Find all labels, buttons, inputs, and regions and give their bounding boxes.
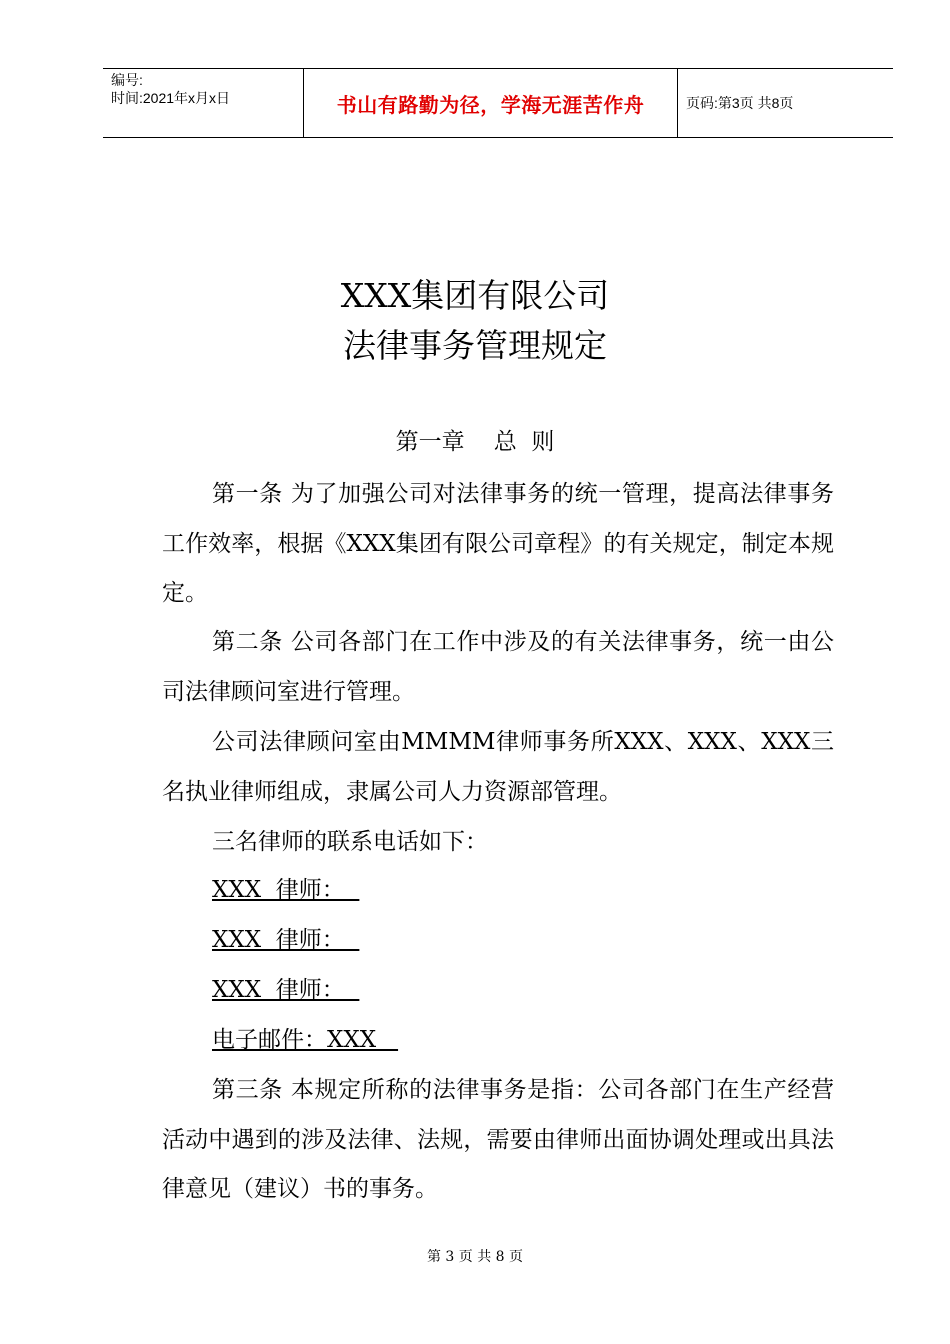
number-label: 编号: [111, 72, 143, 88]
article-2: 第二条 公司各部门在工作中涉及的有关法律事务，统一由公司法律顾问室进行管理。 [162, 629, 834, 705]
chapter-heading: 第一章 总 则 [395, 429, 555, 455]
email-line [212, 1024, 398, 1056]
header-page-info: 页码:第3页 共8页 [686, 95, 794, 111]
email-label: 电子邮件：XXX [212, 1027, 399, 1053]
lawyer-line [212, 974, 359, 1006]
time-label: 时间:2021年x月x日 [111, 90, 231, 106]
doc-title-company: XXX集团有限公司 [340, 276, 610, 315]
lawyer-line [212, 924, 359, 956]
lawyer-line [212, 874, 359, 906]
lawyer-name-2: XXX 律师： [212, 927, 360, 953]
header-motto: 书山有路勤为径，学海无涯苦作舟 [304, 69, 678, 137]
paragraph-team: 公司法律顾问室由MMMM律师事务所XXX、XXX、XXX三名执业律师组成，隶属公司人力资源部管理。 [162, 729, 834, 805]
paragraph-contacts: 三名律师的联系电话如下： [212, 829, 488, 855]
lawyer-name-1: XXX 律师： [212, 877, 360, 903]
lawyer-name-3: XXX 律师： [212, 977, 360, 1003]
header-meta [103, 69, 304, 137]
article-3: 第三条 本规定所称的法律事务是指：公司各部门在生产经营活动中遇到的涉及法律、法规，需要由律师出面协调处理或出具法律意见（建议）书的事务。 [162, 1077, 834, 1202]
page-header [103, 68, 893, 138]
article-1: 第一条 为了加强公司对法律事务的统一管理，提高法律事务工作效率，根据《XXX集团有限公司章程》的有关规定，制定本规定。 [162, 481, 834, 606]
page-footer: 第 3 页 共 8 页 [426, 1249, 524, 1265]
doc-title-regulation: 法律事务管理规定 [343, 326, 607, 365]
